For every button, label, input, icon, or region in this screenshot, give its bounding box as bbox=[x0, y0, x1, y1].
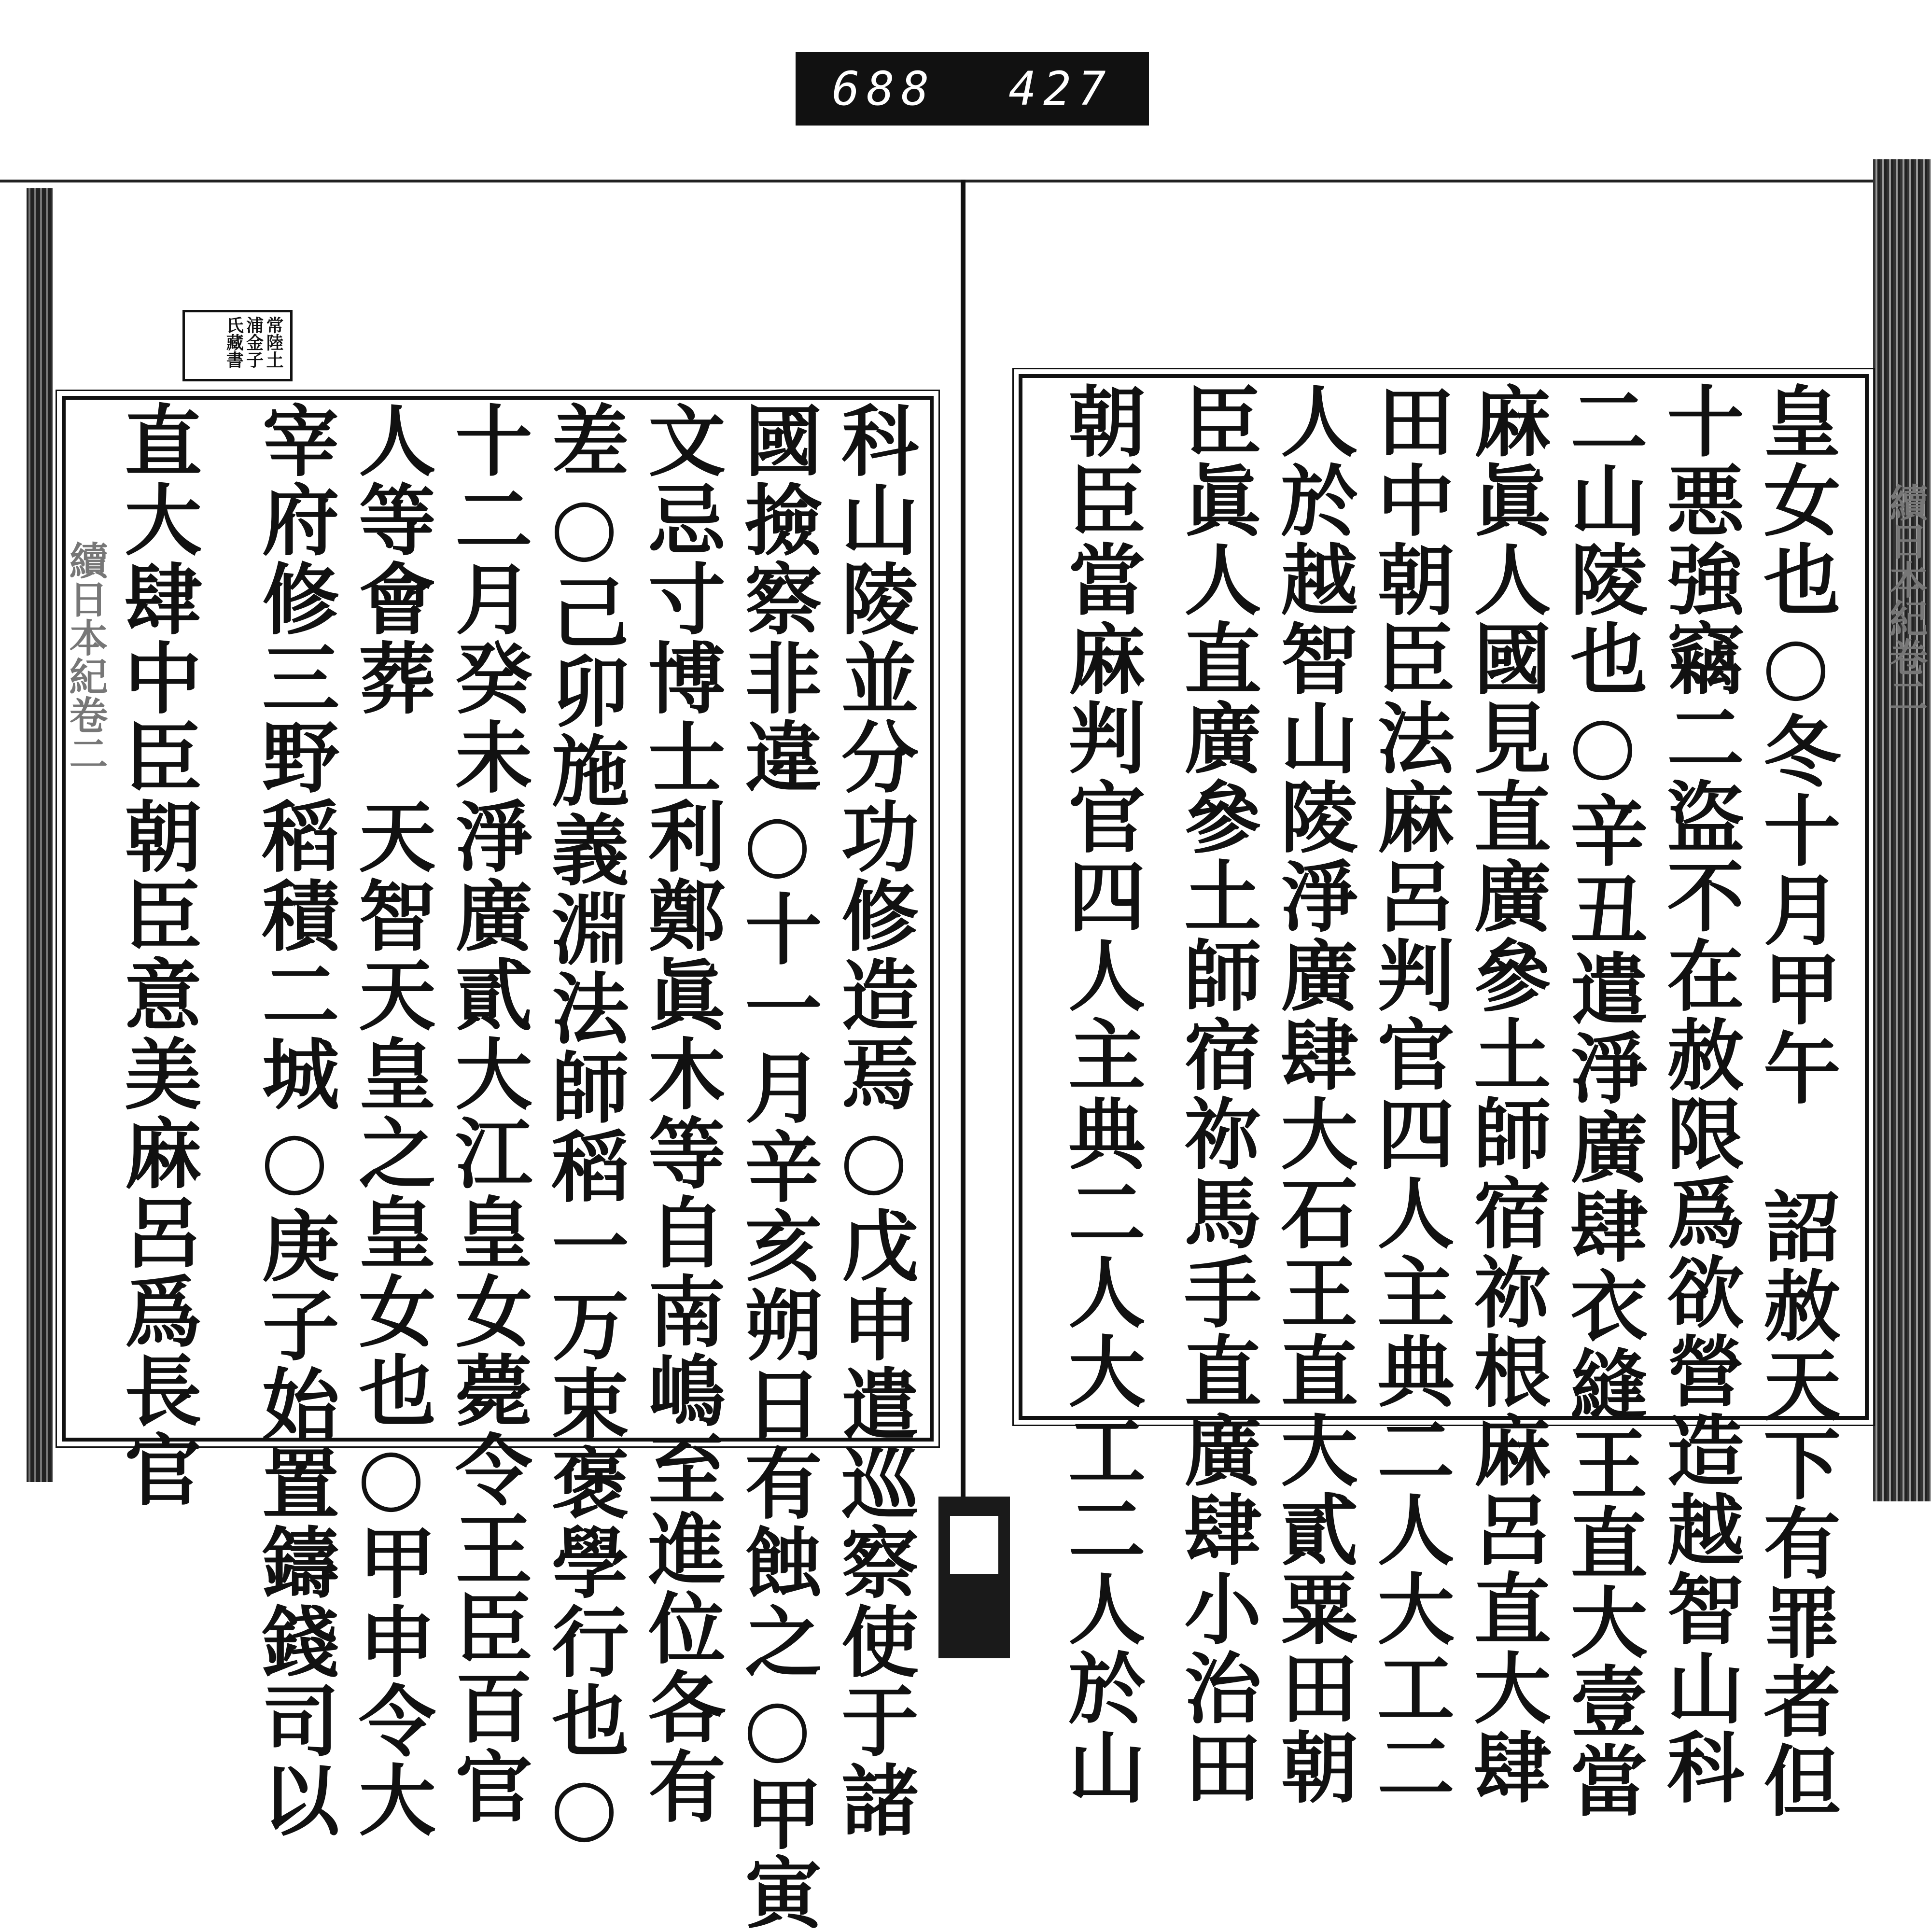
left-column-2: 國撿察非違○十一月辛亥朔日有蝕之○甲寅 bbox=[732, 401, 823, 1932]
left-column-1: 科山陵並分功修造焉○戊申遣巡察使于諸 bbox=[828, 401, 919, 1839]
right-page-edge bbox=[1873, 159, 1931, 1501]
book-spine bbox=[961, 180, 966, 1502]
right-column-8: 朝臣當麻判官四人主典二人大工二人於山 bbox=[1055, 381, 1146, 1806]
right-column-4: 麻眞人國見直廣參土師宿祢根麻呂直大肆 bbox=[1461, 381, 1552, 1806]
spine-clip-window bbox=[950, 1516, 998, 1574]
film-reel-number: 688 bbox=[832, 62, 936, 116]
left-column-7: 宰府修三野稻積二城○庚子始置鑄錢司以 bbox=[249, 401, 340, 1839]
left-column-6: 人等會葬 天智天皇之皇女也○甲申令大 bbox=[346, 401, 436, 1839]
top-rule bbox=[0, 180, 1931, 182]
left-column-5: 十二月癸未淨廣貳大江皇女薨令王臣百官 bbox=[442, 401, 533, 1826]
right-column-7: 臣眞人直廣參土師宿祢馬手直廣肆小治田 bbox=[1171, 381, 1262, 1806]
right-column-3: 二山陵也○辛丑遣淨廣肆衣縫王直大壹當 bbox=[1557, 381, 1648, 1820]
right-column-1: 皇女也○冬十月甲午 詔赦天下有罪者但 bbox=[1750, 381, 1841, 1820]
scan-border-top bbox=[0, 0, 1931, 10]
right-column-6: 人於越智山陵淨廣肆大石王直大貳粟田朝 bbox=[1268, 381, 1358, 1806]
film-number-label bbox=[796, 52, 1149, 126]
right-column-2: 十悪強竊二盜不在赦限爲欲營造越智山科 bbox=[1654, 381, 1745, 1806]
right-margin-title: 續日本紀卷二 bbox=[1883, 483, 1928, 714]
left-margin-title: 續日本紀卷二 bbox=[63, 541, 108, 772]
ownership-stamp: 常陸土浦金子氏藏書 bbox=[182, 310, 293, 381]
left-column-4: 差○己卯施義淵法師稻一万束褒學行也○ bbox=[539, 401, 630, 1853]
right-column-5: 田中朝臣法麻呂判官四人主典二人大工二 bbox=[1364, 381, 1455, 1806]
left-page-edge bbox=[27, 188, 53, 1482]
left-column-3: 文忌寸博士利鄭眞木等自南嶋至進位各有 bbox=[635, 401, 726, 1826]
film-frame-number: 427 bbox=[1008, 62, 1113, 116]
left-column-8: 直大肆中臣朝臣意美麻呂爲長官 bbox=[112, 401, 202, 1509]
